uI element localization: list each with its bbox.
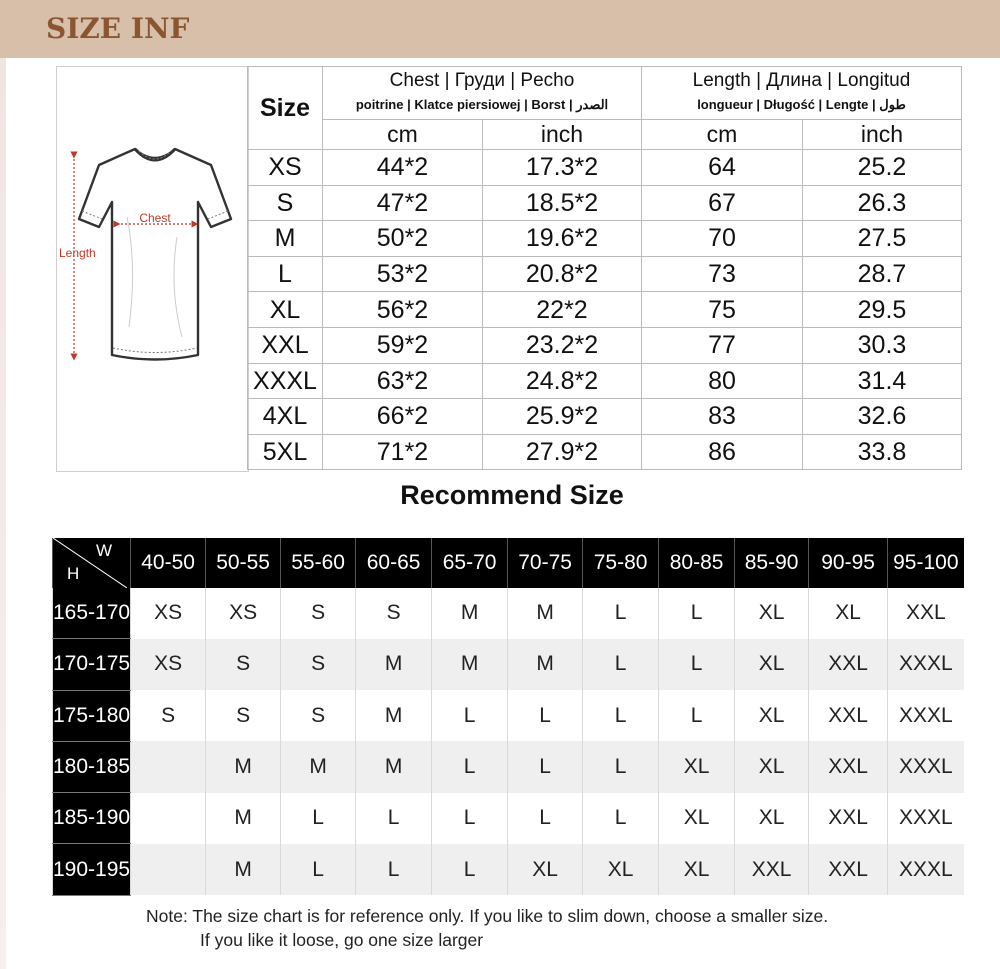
size-cell: S: [248, 185, 323, 221]
weight-header: 90-95: [809, 538, 888, 588]
size-cell: XXL: [809, 639, 888, 690]
length-inch-cell: 31.4: [803, 363, 962, 399]
size-column-header: Size: [248, 67, 323, 150]
size-cell: M: [206, 844, 281, 895]
size-cell: L: [248, 256, 323, 292]
size-cell: L: [508, 793, 583, 844]
height-header: 165-170: [53, 588, 131, 639]
size-cell: XL: [735, 588, 809, 639]
size-cell: XL: [659, 844, 735, 895]
size-cell: S: [131, 690, 206, 741]
weight-header: 70-75: [508, 538, 583, 588]
weight-header: 55-60: [281, 538, 356, 588]
chest-inch-cell: 27.9*2: [483, 434, 642, 470]
weight-header: 50-55: [206, 538, 281, 588]
size-cell: XL: [735, 793, 809, 844]
weight-header: 40-50: [131, 538, 206, 588]
length-header-sub: longueur | Długość | Lengte | طول: [697, 97, 906, 112]
size-cell: M: [248, 221, 323, 257]
unit-length-cm: cm: [642, 120, 803, 150]
size-cell: XXXL: [888, 741, 964, 792]
length-inch-cell: 26.3: [803, 185, 962, 221]
weight-axis-label: W: [96, 541, 113, 560]
size-cell: L: [659, 690, 735, 741]
length-cm-cell: 70: [642, 221, 803, 257]
size-cell: M: [356, 741, 432, 792]
length-cm-cell: 73: [642, 256, 803, 292]
size-cell: L: [583, 793, 659, 844]
length-inch-cell: 25.2: [803, 150, 962, 186]
size-cell: L: [432, 690, 508, 741]
size-cell: L: [583, 588, 659, 639]
table-row: [53, 588, 964, 639]
size-cell: XXL: [888, 588, 964, 639]
length-cm-cell: 83: [642, 399, 803, 435]
size-cell: M: [432, 588, 508, 639]
length-inch-cell: 30.3: [803, 327, 962, 363]
note-line-1: Note: The size chart is for reference only. If you like to slim down, choose a smaller size.: [146, 906, 829, 926]
chest-label: Chest: [139, 211, 171, 225]
length-label: Length: [59, 246, 96, 260]
size-cell: XXL: [809, 793, 888, 844]
table-row: [248, 292, 962, 328]
chest-cm-cell: 63*2: [323, 363, 483, 399]
size-cell: L: [659, 588, 735, 639]
size-cell: XL: [508, 844, 583, 895]
length-cm-cell: 75: [642, 292, 803, 328]
length-header: [642, 67, 962, 120]
size-cell: S: [206, 639, 281, 690]
size-cell: L: [508, 690, 583, 741]
chest-inch-cell: 20.8*2: [483, 256, 642, 292]
weight-header-row: [53, 538, 964, 588]
chest-cm-cell: 50*2: [323, 221, 483, 257]
table-row: [248, 399, 962, 435]
chest-cm-cell: 56*2: [323, 292, 483, 328]
size-cell: L: [281, 844, 356, 895]
table-row: [248, 327, 962, 363]
size-cell: XL: [809, 588, 888, 639]
tshirt-icon: [57, 67, 248, 471]
size-cell: XL: [248, 292, 323, 328]
size-cell: [131, 844, 206, 895]
size-cell: M: [206, 741, 281, 792]
size-cell: XXXL: [888, 844, 964, 895]
length-inch-cell: 28.7: [803, 256, 962, 292]
unit-chest-inch: inch: [483, 120, 642, 150]
size-cell: XXL: [809, 844, 888, 895]
size-cell: XXXL: [888, 639, 964, 690]
page-title: SIZE INF: [46, 12, 190, 45]
size-note: [146, 904, 828, 952]
corner-cell: [53, 538, 131, 588]
table-row: [248, 221, 962, 257]
title-banner: [0, 0, 1000, 58]
table-row: [53, 690, 964, 741]
chest-cm-cell: 47*2: [323, 185, 483, 221]
size-cell: L: [432, 741, 508, 792]
length-inch-cell: 27.5: [803, 221, 962, 257]
size-cell: [131, 793, 206, 844]
size-cell: S: [206, 690, 281, 741]
size-cell: M: [432, 639, 508, 690]
chest-cm-cell: 71*2: [323, 434, 483, 470]
size-cell: XXXL: [888, 793, 964, 844]
size-cell: XL: [735, 741, 809, 792]
chest-inch-cell: 22*2: [483, 292, 642, 328]
size-cell: L: [583, 741, 659, 792]
diagonal-divider: [53, 538, 127, 588]
size-cell: L: [281, 793, 356, 844]
chest-header-main: Chest | Груди | Pecho: [389, 70, 575, 91]
length-cm-cell: 67: [642, 185, 803, 221]
length-inch-cell: 29.5: [803, 292, 962, 328]
chest-cm-cell: 66*2: [323, 399, 483, 435]
height-header: 175-180: [53, 690, 131, 741]
size-cell: M: [508, 588, 583, 639]
size-cell: XL: [583, 844, 659, 895]
size-cell: S: [281, 690, 356, 741]
recommend-table: [52, 538, 964, 896]
size-cell: XXL: [735, 844, 809, 895]
size-cell: XL: [735, 639, 809, 690]
table-row: [248, 434, 962, 470]
table-row: [53, 844, 964, 895]
weight-header: 85-90: [735, 538, 809, 588]
size-cell: XXXL: [888, 690, 964, 741]
height-header: 180-185: [53, 741, 131, 792]
chest-inch-cell: 24.8*2: [483, 363, 642, 399]
chest-inch-cell: 17.3*2: [483, 150, 642, 186]
size-cell: XXL: [809, 690, 888, 741]
size-cell: S: [281, 639, 356, 690]
size-cell: XL: [735, 690, 809, 741]
table-row: [248, 363, 962, 399]
length-cm-cell: 77: [642, 327, 803, 363]
weight-header: 80-85: [659, 538, 735, 588]
size-cell: L: [508, 741, 583, 792]
size-cell: M: [281, 741, 356, 792]
size-cell: XS: [206, 588, 281, 639]
size-cell: L: [583, 639, 659, 690]
size-cell: M: [206, 793, 281, 844]
size-cell: XS: [248, 150, 323, 186]
size-cell: M: [356, 690, 432, 741]
size-cell: XXL: [809, 741, 888, 792]
length-inch-cell: 33.8: [803, 434, 962, 470]
length-cm-cell: 64: [642, 150, 803, 186]
chest-header-sub: poitrine | Klatce piersiowej | Borst | الصدر: [355, 97, 609, 112]
size-cell: 4XL: [248, 399, 323, 435]
note-line-2: If you like it loose, go one size larger: [200, 930, 484, 950]
chest-cm-cell: 53*2: [323, 256, 483, 292]
size-cell: L: [356, 793, 432, 844]
weight-header: 75-80: [583, 538, 659, 588]
length-cm-cell: 80: [642, 363, 803, 399]
table-row: [53, 741, 964, 792]
size-cell: L: [356, 844, 432, 895]
size-cell: M: [508, 639, 583, 690]
length-cm-cell: 86: [642, 434, 803, 470]
length-inch-cell: 32.6: [803, 399, 962, 435]
unit-chest-cm: cm: [323, 120, 483, 150]
height-header: 170-175: [53, 639, 131, 690]
table-row: [248, 150, 962, 186]
size-cell: [131, 741, 206, 792]
size-cell: S: [281, 588, 356, 639]
size-cell: L: [583, 690, 659, 741]
size-cell: XS: [131, 639, 206, 690]
size-cell: XS: [131, 588, 206, 639]
size-table: [247, 66, 962, 470]
size-cell: L: [432, 844, 508, 895]
size-cell: M: [356, 639, 432, 690]
tshirt-illustration: [56, 66, 249, 472]
chest-inch-cell: 18.5*2: [483, 185, 642, 221]
size-cell: L: [432, 793, 508, 844]
table-row: [53, 639, 964, 690]
size-cell: XL: [659, 741, 735, 792]
table-row: [53, 793, 964, 844]
length-header-main: Length | Длина | Longitud: [692, 70, 911, 91]
size-cell: XXL: [248, 327, 323, 363]
height-header: 185-190: [53, 793, 131, 844]
weight-header: 95-100: [888, 538, 964, 588]
size-cell: XXXL: [248, 363, 323, 399]
table-row: [248, 185, 962, 221]
chest-cm-cell: 44*2: [323, 150, 483, 186]
weight-header: 65-70: [432, 538, 508, 588]
chest-header: [323, 67, 642, 120]
chest-inch-cell: 23.2*2: [483, 327, 642, 363]
height-axis-label: H: [67, 564, 80, 583]
chest-inch-cell: 19.6*2: [483, 221, 642, 257]
recommend-title: Recommend Size: [400, 480, 624, 510]
size-cell: S: [356, 588, 432, 639]
left-edge-strip: [0, 58, 6, 969]
size-cell: XL: [659, 793, 735, 844]
weight-header: 60-65: [356, 538, 432, 588]
chest-cm-cell: 59*2: [323, 327, 483, 363]
size-cell: L: [659, 639, 735, 690]
table-row: [248, 256, 962, 292]
size-cell: 5XL: [248, 434, 323, 470]
height-header: 190-195: [53, 844, 131, 895]
unit-length-inch: inch: [803, 120, 962, 150]
chest-inch-cell: 25.9*2: [483, 399, 642, 435]
